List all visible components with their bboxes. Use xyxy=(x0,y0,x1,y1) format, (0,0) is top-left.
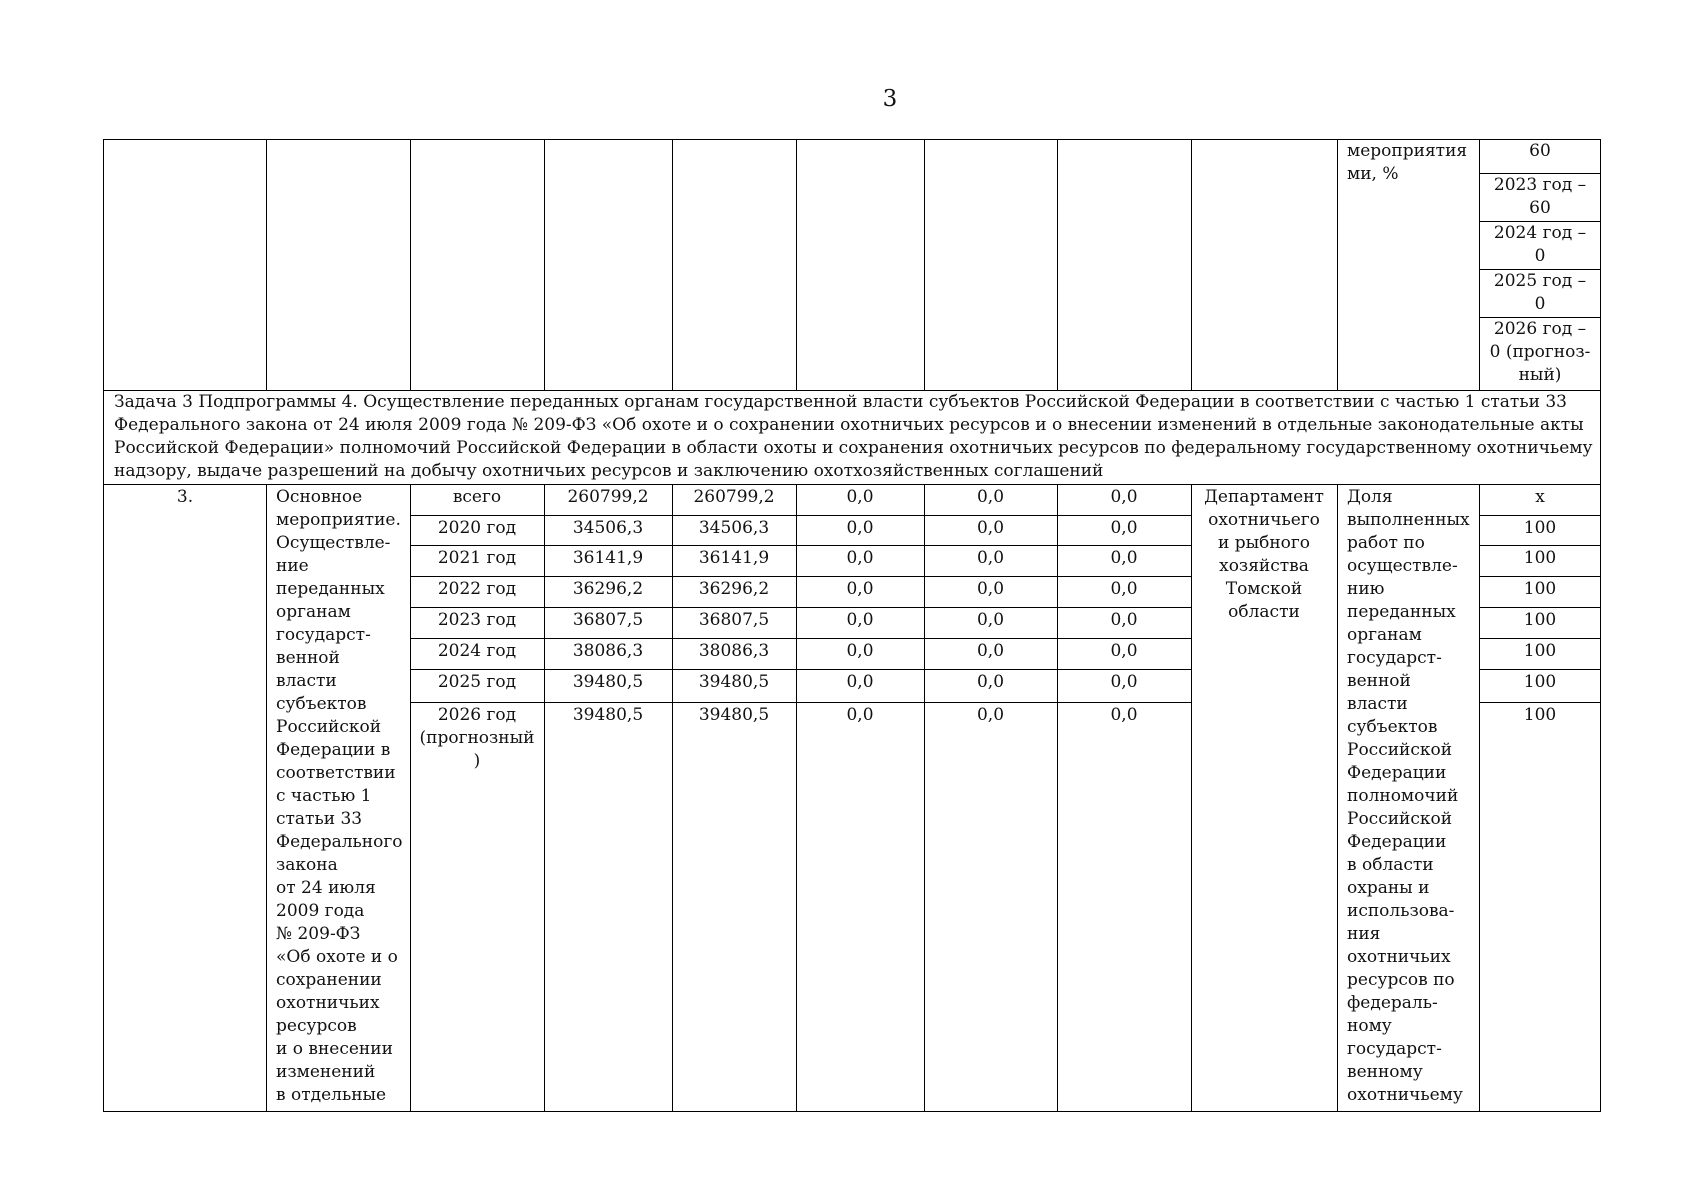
grid-line xyxy=(1057,140,1058,390)
local-cell: 0,0 xyxy=(976,518,1005,538)
federal-cell: 39480,5 xyxy=(698,705,770,725)
regional-cell: 0,0 xyxy=(846,518,874,538)
target-value: 60 xyxy=(1529,141,1551,161)
grid-line xyxy=(410,702,1191,703)
grid-line xyxy=(1479,638,1601,639)
total-cell: 260799,2 xyxy=(567,487,649,507)
regional-cell: 0,0 xyxy=(846,610,874,630)
other-cell: 0,0 xyxy=(1110,641,1138,661)
other-cell: 0,0 xyxy=(1110,548,1138,568)
page-number: 3 xyxy=(882,86,898,112)
value-cell: x xyxy=(1535,487,1545,507)
measure-number: 3. xyxy=(176,487,194,507)
regional-cell: 0,0 xyxy=(846,548,874,568)
federal-cell: 39480,5 xyxy=(698,672,770,692)
other-cell: 0,0 xyxy=(1110,487,1138,507)
other-cell: 0,0 xyxy=(1110,672,1138,692)
grid-line xyxy=(1479,576,1601,577)
regional-cell: 0,0 xyxy=(846,705,874,725)
grid-line xyxy=(410,638,1191,639)
regional-cell: 0,0 xyxy=(846,641,874,661)
total-cell: 38086,3 xyxy=(572,641,644,661)
grid-line xyxy=(1337,484,1338,1112)
local-cell: 0,0 xyxy=(976,579,1005,599)
grid-line xyxy=(1479,669,1601,670)
value-cell: 100 xyxy=(1523,548,1557,568)
task-description: Задача 3 Подпрограммы 4. Осуществление переданных органам государственной власти субъектов Российской Федерации в соответствии с частью 1 статьи 33 Федерального закона от 24 июля 2009 года № 209-ФЗ «Об охоте и о сохранении охотничьих ресурсов и о внесении изменений в отдельные законодательные акты Российской Федерации» полномочий Российской Федерации в области охоты и сохранения охотничьих ресурсов по федеральному государственному охотничьему надзору, выдаче разрешений на добычу охотничьих ресурсов и заключению охотхозяйственных соглашений xyxy=(114,392,1593,481)
indicator-unit-text: мероприятия ми, % xyxy=(1347,141,1468,184)
local-cell: 0,0 xyxy=(976,705,1005,725)
other-cell: 0,0 xyxy=(1110,579,1138,599)
other-cell: 0,0 xyxy=(1110,610,1138,630)
period-cell: 2025 год xyxy=(437,672,517,692)
total-cell: 34506,3 xyxy=(572,518,644,538)
federal-cell: 36296,2 xyxy=(698,579,770,599)
period-cell: 2023 год xyxy=(437,610,517,630)
grid-line xyxy=(1479,607,1601,608)
grid-line xyxy=(1479,702,1601,703)
local-cell: 0,0 xyxy=(976,641,1005,661)
period-cell: 2020 год xyxy=(437,518,517,538)
period-cell: 2024 год xyxy=(437,641,517,661)
grid-line xyxy=(1191,140,1192,390)
grid-line xyxy=(544,140,545,390)
value-cell: 100 xyxy=(1523,672,1557,692)
other-cell: 0,0 xyxy=(1110,705,1138,725)
local-cell: 0,0 xyxy=(976,548,1005,568)
grid-line xyxy=(672,140,673,390)
value-cell: 100 xyxy=(1523,518,1557,538)
total-cell: 36807,5 xyxy=(572,610,644,630)
total-cell: 39480,5 xyxy=(572,705,644,725)
grid-line xyxy=(266,140,267,390)
grid-line xyxy=(104,484,1601,485)
document-table xyxy=(103,139,1601,1112)
indicator-name: Доля выполненных работ по осуществле- нию переданных органам государст- венной власти субъектов Российской Федерации полномочий Российской Федерации в области охраны и использова- ния охотничьих ресурсов по федераль- ному государст- венному охотничьему xyxy=(1347,487,1470,1105)
grid-line xyxy=(410,576,1191,577)
local-cell: 0,0 xyxy=(976,610,1005,630)
target-value: 2026 год – 0 (прогноз- ный) xyxy=(1489,319,1591,385)
grid-line xyxy=(796,140,797,390)
grid-line xyxy=(1479,545,1601,546)
regional-cell: 0,0 xyxy=(846,672,874,692)
period-cell: 2021 год xyxy=(437,548,517,568)
grid-line xyxy=(410,669,1191,670)
local-cell: 0,0 xyxy=(976,672,1005,692)
total-cell: 36141,9 xyxy=(572,548,644,568)
total-cell: 39480,5 xyxy=(572,672,644,692)
local-cell: 0,0 xyxy=(976,487,1005,507)
grid-line xyxy=(266,484,267,1112)
federal-cell: 260799,2 xyxy=(693,487,775,507)
value-cell: 100 xyxy=(1523,610,1557,630)
federal-cell: 36141,9 xyxy=(698,548,770,568)
grid-line xyxy=(410,545,1191,546)
federal-cell: 36807,5 xyxy=(698,610,770,630)
total-cell: 36296,2 xyxy=(572,579,644,599)
grid-line xyxy=(410,140,411,390)
grid-line xyxy=(410,515,1191,516)
federal-cell: 34506,3 xyxy=(698,518,770,538)
regional-cell: 0,0 xyxy=(846,487,874,507)
measure-name: Основное мероприятие. Осуществле- ние переданных органам государст- венной власти субъектов Российской Федерации в соответствии с частью 1 статьи 33 Федерального закона от 24 июля 2009 года № 209-ФЗ «Об охоте и о сохранении охотничьих ресурсов и о внесении изменений в отдельные xyxy=(276,487,403,1105)
executor: Департамент охотничьего и рыбного хозяйства Томской области xyxy=(1204,487,1324,622)
grid-line xyxy=(410,607,1191,608)
value-cell: 100 xyxy=(1523,705,1557,725)
value-cell: 100 xyxy=(1523,641,1557,661)
target-value: 2023 год – 60 xyxy=(1493,175,1587,218)
period-cell: всего xyxy=(452,487,502,507)
target-value: 2024 год – 0 xyxy=(1493,223,1587,266)
other-cell: 0,0 xyxy=(1110,518,1138,538)
grid-line xyxy=(1337,140,1338,390)
federal-cell: 38086,3 xyxy=(698,641,770,661)
period-cell: 2022 год xyxy=(437,579,517,599)
value-cell: 100 xyxy=(1523,579,1557,599)
regional-cell: 0,0 xyxy=(846,579,874,599)
period-cell: 2026 год (прогнозный ) xyxy=(419,705,535,771)
grid-line xyxy=(1479,515,1601,516)
grid-line xyxy=(924,140,925,390)
target-value: 2025 год – 0 xyxy=(1493,271,1587,314)
